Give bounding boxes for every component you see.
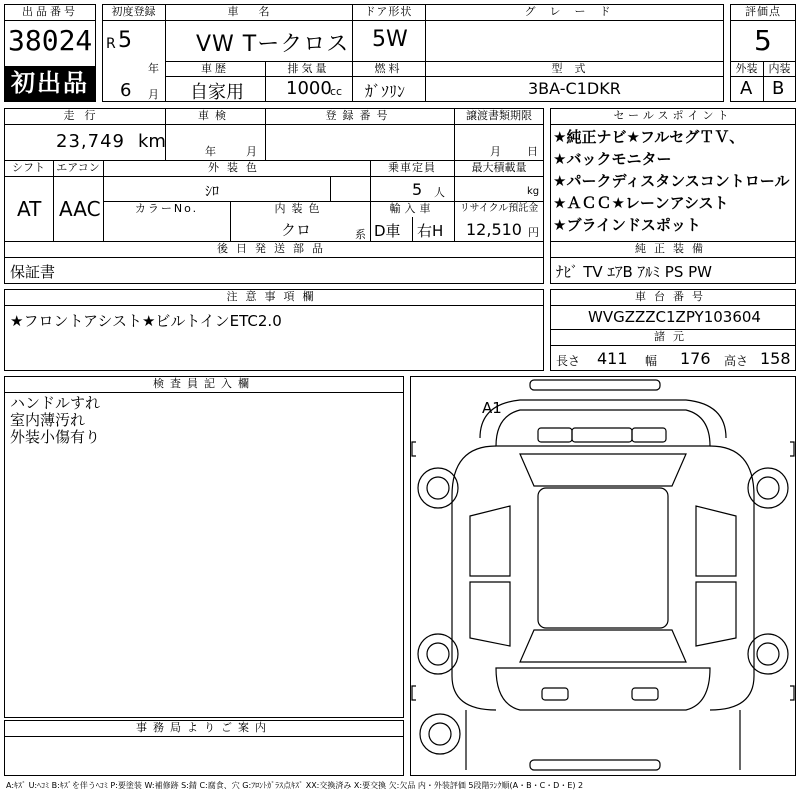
- later-parts-label: 後日発送部品: [217, 242, 331, 255]
- capacity-unit: 人: [434, 186, 445, 199]
- model-label: 型式: [551, 62, 598, 75]
- ext-color: ｼﾛ: [205, 184, 219, 200]
- car-diagram: [410, 376, 796, 776]
- sales-label: セールスポイント: [613, 109, 733, 122]
- inspector-note: 外装小傷有り: [10, 428, 101, 446]
- history: 自家用: [190, 82, 244, 103]
- sales-points: [553, 126, 790, 236]
- trunk: [496, 668, 710, 710]
- int-color-unit: 系: [355, 228, 366, 241]
- interior-grade-label: 内装: [768, 62, 791, 75]
- lot-number: 38024: [8, 24, 93, 57]
- door-type: 5W: [372, 27, 408, 52]
- max-load-label: 最大積載量: [471, 161, 527, 174]
- sales-point: ★バックモニター: [553, 150, 672, 168]
- rear-bumper: [530, 760, 660, 770]
- dealer-type: D車: [374, 222, 401, 240]
- later-parts: 保証書: [10, 263, 56, 281]
- recycle-label: リサイクル預託金: [459, 203, 539, 214]
- ac: AAC: [59, 197, 101, 221]
- inspector-label: 検査員記入欄: [153, 377, 255, 390]
- year-unit: 年: [148, 62, 159, 75]
- windshield: [520, 454, 686, 486]
- mileage-label: 走行: [63, 109, 106, 122]
- damage-marker-a1: A1: [482, 399, 502, 417]
- fuel: ｶﾞｿﾘﾝ: [365, 82, 406, 101]
- import-label: 輸入車: [389, 202, 435, 215]
- grade-label: グレード: [524, 5, 625, 18]
- length-label: 長さ: [556, 354, 581, 368]
- era: R: [106, 36, 116, 52]
- displacement: 1000: [286, 78, 332, 99]
- equipment: ﾅﾋﾞ TV ｴｱB ｱﾙﾐ PS PW: [556, 263, 712, 281]
- lot-label: 出品番号: [22, 5, 78, 18]
- inspection-label: 車検: [198, 109, 232, 122]
- transfer-day-unit: 日: [527, 145, 538, 158]
- front-bumper: [530, 380, 660, 390]
- int-color-label: 内装色: [274, 202, 326, 215]
- reg-year: 5: [118, 28, 132, 53]
- score: 5: [754, 24, 772, 57]
- displacement-unit: cc: [330, 85, 343, 98]
- interior-grade: B: [772, 78, 785, 99]
- ext-color-label: 外装色: [208, 161, 265, 174]
- transfer-month-unit: 月: [490, 145, 501, 158]
- recycle-fee: 12,510: [466, 220, 522, 239]
- caution-text: ★フロントアシスト★ビルトインETC2.0: [10, 312, 282, 330]
- ac-label: エアコン: [56, 161, 100, 174]
- exterior-grade: A: [740, 78, 753, 99]
- spare-wheel: [420, 714, 460, 754]
- reg-number-label: 登録番号: [325, 109, 394, 122]
- inspection-month-unit: 月: [246, 145, 257, 158]
- inspector-notes: [10, 395, 100, 446]
- shift-label: シフト: [12, 161, 45, 174]
- max-load-unit: kg: [527, 186, 540, 197]
- int-color: クロ: [281, 221, 312, 239]
- shift: AT: [17, 197, 42, 221]
- mileage: 23,749: [56, 131, 125, 152]
- equip-label: 純正装備: [635, 242, 711, 255]
- recycle-unit: 円: [528, 226, 539, 239]
- transfer-label: 譲渡書類期限: [466, 109, 532, 122]
- first-listing-badge: 初出品: [5, 66, 95, 101]
- mileage-unit: km: [138, 131, 166, 152]
- sales-point: ★パークディスタンスコントロール: [553, 172, 790, 190]
- sales-point: ★純正ナビ★フルセグＴＶ、: [553, 128, 745, 146]
- inspection-year-unit: 年: [205, 145, 216, 158]
- car-name: VW Tークロス: [196, 32, 350, 57]
- displacement-label: 排気量: [287, 62, 330, 75]
- height-label: 高さ: [724, 354, 749, 368]
- left-side: [452, 446, 496, 710]
- inspector-note: 室内薄汚れ: [10, 411, 86, 429]
- inspector-note: ハンドルすれ: [10, 394, 101, 412]
- right-side: [710, 446, 754, 710]
- capacity-label: 乗車定員: [388, 161, 436, 174]
- chassis-label: 車台番号: [635, 290, 711, 303]
- width: 176: [680, 349, 711, 368]
- length: 411: [597, 349, 628, 368]
- spec-label: 諸元: [654, 330, 692, 343]
- office-label: 事務局よりご案内: [136, 721, 272, 734]
- width-label: 幅: [645, 354, 658, 368]
- sales-point: ★ブラインドスポット: [553, 216, 701, 234]
- model: 3BA-C1DKR: [528, 79, 621, 98]
- first-reg-label: 初度登録: [111, 5, 156, 18]
- history-label: 車歴: [201, 62, 229, 75]
- roof: [538, 488, 668, 628]
- door-label: ドア形状: [364, 5, 413, 18]
- capacity: 5: [412, 180, 423, 199]
- reg-month: 6: [120, 80, 132, 101]
- exterior-grade-label: 外装: [735, 62, 758, 75]
- sales-point: ★ＡＣＣ★レーンアシスト: [553, 194, 729, 212]
- fuel-label: 燃料: [374, 62, 403, 75]
- month-unit: 月: [148, 88, 159, 101]
- color-no-label: カラーNo.: [134, 202, 199, 215]
- rear-window: [520, 630, 686, 662]
- caution-label: 注意事項欄: [226, 290, 322, 303]
- steering-side: 右H: [417, 222, 444, 240]
- height: 158: [760, 349, 791, 368]
- legend: A:ｷｽﾞ U:ﾍｺﾐ B:ｷｽﾞを伴うﾍｺﾐ P:要塗装 W:補修跡 S:錆 C:腐食、穴 G:ﾌﾛﾝﾄｶﾞﾗｽ点ｷｽﾞ XX:交換済み X:要交換 欠:欠品 内・外装評価 5段階ﾗﾝｸ順(A・B・C・D・E) 2: [6, 781, 584, 790]
- body-top-outline: [480, 400, 726, 438]
- car-name-label: 車名: [227, 5, 290, 18]
- score-label: 評価点: [745, 5, 781, 18]
- chassis-number: WVGZZZC1ZPY103604: [588, 308, 761, 326]
